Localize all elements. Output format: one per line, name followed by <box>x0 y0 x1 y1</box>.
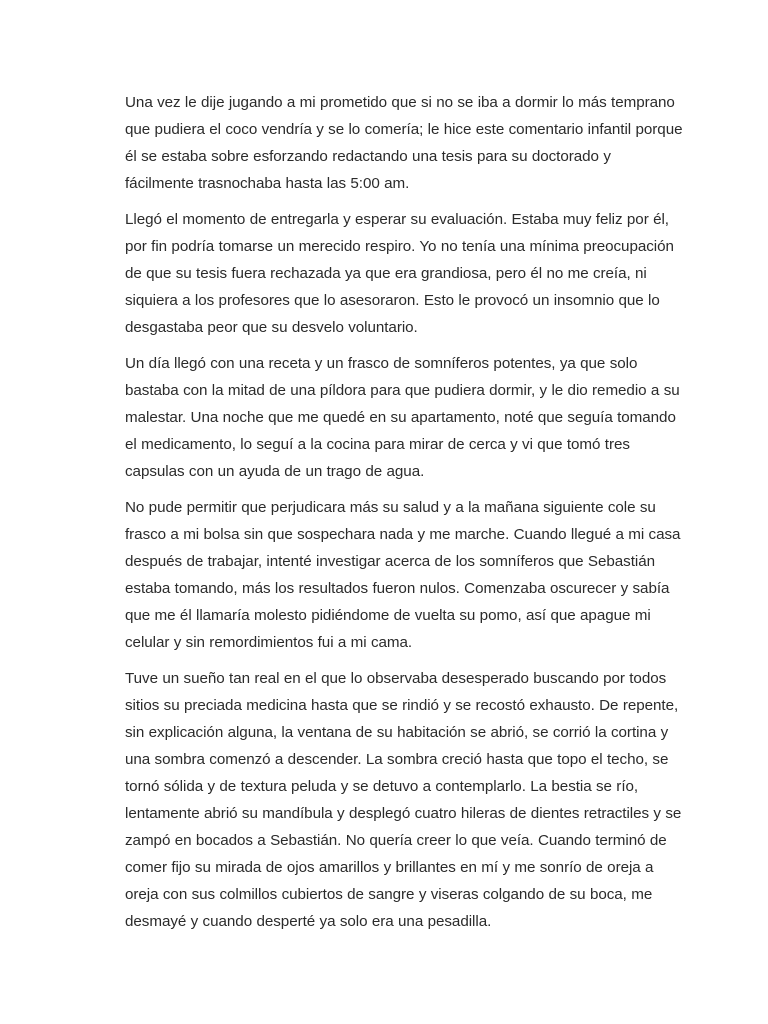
text-line: oreja con sus colmillos cubiertos de sangre y viseras colgando de su boca, me <box>125 886 653 903</box>
text-line: Un día llegó con una receta y un frasco de somníferos potentes, ya que solo <box>125 355 638 372</box>
text-line: siquiera a los profesores que lo asesoraron. Esto le provocó un insomnio que lo <box>125 292 660 309</box>
text-line: frasco a mi bolsa sin que sospechara nada y me marche. Cuando llegué a mi casa <box>125 526 681 543</box>
text-line: lentamente abrió su mandíbula y desplegó cuatro hileras de dientes retractiles y se <box>125 805 682 822</box>
paragraph-4 <box>125 494 695 656</box>
text-line: bastaba con la mitad de una píldora para que pudiera dormir, y le dio remedio a su <box>125 382 680 399</box>
text-line: malestar. Una noche que me quedé en su apartamento, noté que seguía tomando <box>125 409 676 426</box>
text-line: Una vez le dije jugando a mi prometido que si no se iba a dormir lo más temprano <box>125 94 675 111</box>
paragraph-2 <box>125 206 695 341</box>
text-line: el medicamento, lo seguí a la cocina para mirar de cerca y vi que tomó tres <box>125 436 630 453</box>
text-line: Tuve un sueño tan real en el que lo observaba desesperado buscando por todos <box>125 670 667 687</box>
text-line: desgastaba peor que su desvelo voluntario. <box>125 319 418 336</box>
text-line: comer fijo su mirada de ojos amarillos y brillantes en mí y me sonrío de oreja a <box>125 859 654 876</box>
text-line: que pudiera el coco vendría y se lo comería; le hice este comentario infantil porque <box>125 121 683 138</box>
text-line: que me él llamaría molesto pidiéndome de vuelta su pomo, así que apague mi <box>125 607 651 624</box>
text-line: fácilmente trasnochaba hasta las 5:00 am. <box>125 175 410 192</box>
paragraph-3 <box>125 350 695 485</box>
paragraph-5 <box>125 665 695 935</box>
text-line: desmayé y cuando desperté ya solo era una pesadilla. <box>125 913 492 930</box>
text-line: estaba tomando, más los resultados fueron nulos. Comenzaba oscurecer y sabía <box>125 580 670 597</box>
text-line: después de trabajar, intenté investigar acerca de los somníferos que Sebastián <box>125 553 655 570</box>
text-line: una sombra comenzó a descender. La sombra creció hasta que topo el techo, se <box>125 751 669 768</box>
text-line: sin explicación alguna, la ventana de su habitación se abrió, se corrió la cortina y <box>125 724 669 741</box>
text-line: zampó en bocados a Sebastián. No quería creer lo que veía. Cuando terminó de <box>125 832 667 849</box>
text-line: sitios su preciada medicina hasta que se rindió y se recostó exhausto. De repente, <box>125 697 679 714</box>
document-body <box>125 89 695 944</box>
text-line: él se estaba sobre esforzando redactando una tesis para su doctorado y <box>125 148 611 165</box>
text-line: celular y sin remordimientos fui a mi cama. <box>125 634 413 651</box>
text-line: No pude permitir que perjudicara más su salud y a la mañana siguiente cole su <box>125 499 656 516</box>
paragraph-1 <box>125 89 695 197</box>
text-line: Llegó el momento de entregarla y esperar su evaluación. Estaba muy feliz por él, <box>125 211 669 228</box>
text-line: tornó sólida y de textura peluda y se detuvo a contemplarlo. La bestia se río, <box>125 778 639 795</box>
text-line: capsulas con un ayuda de un trago de agua. <box>125 463 425 480</box>
text-line: de que su tesis fuera rechazada ya que era grandiosa, pero él no me creía, ni <box>125 265 647 282</box>
text-line: por fin podría tomarse un merecido respiro. Yo no tenía una mínima preocupación <box>125 238 674 255</box>
